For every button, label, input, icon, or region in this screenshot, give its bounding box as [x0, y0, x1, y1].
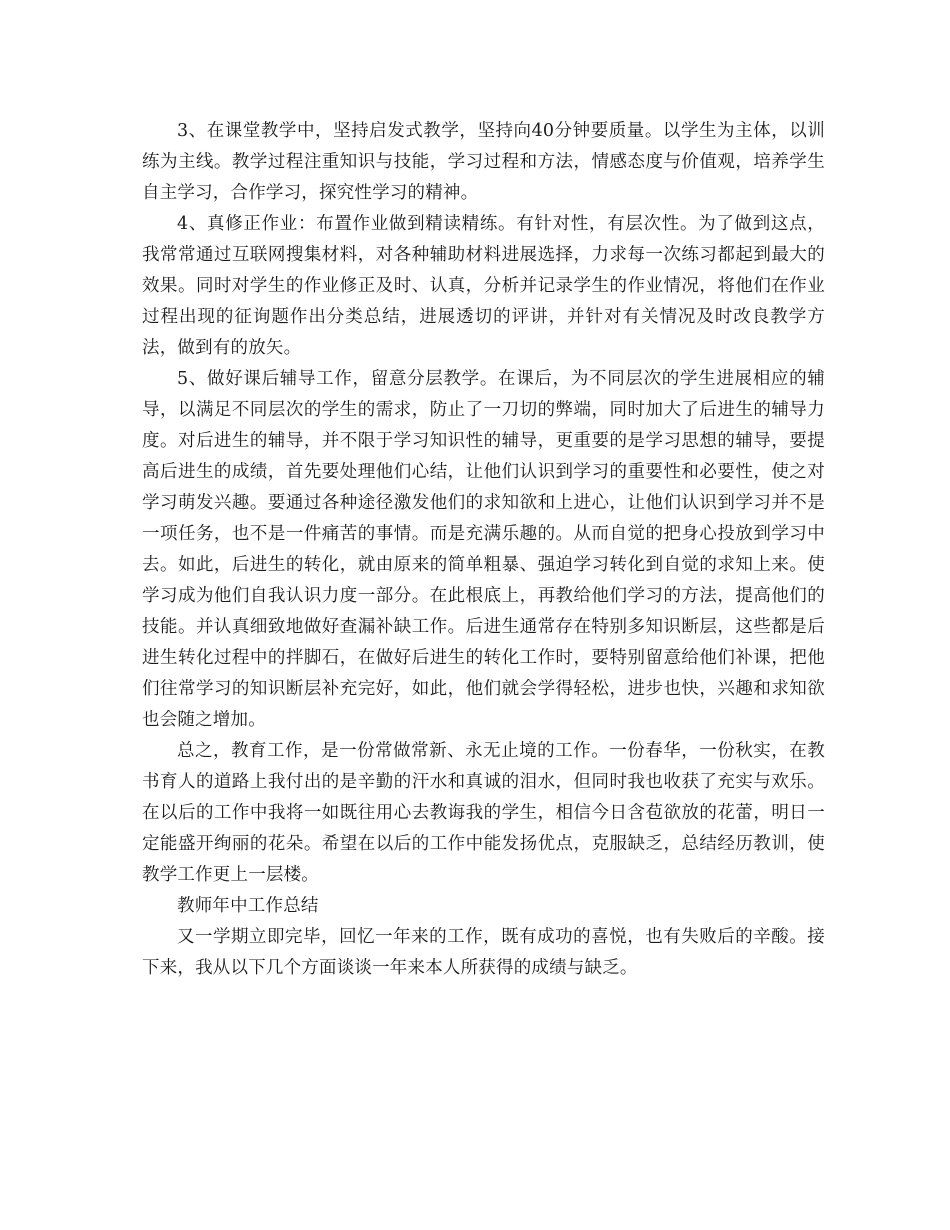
- paragraph-classroom-teaching: 3、在课堂教学中，坚持启发式教学，坚持向40分钟要质量。以学生为主体，以训练为主线。教学过程注重知识与技能，学习过程和方法，情感态度与价值观，培养学生自主学习，合作学习，探究性学习的精神。: [142, 121, 825, 203]
- paragraph-after-class-tutoring: 5、做好课后辅导工作，留意分层教学。在课后，为不同层次的学生进展相应的辅导，以满足不同层次的学生的需求，防止了一刀切的弊端，同时加大了后进生的辅导力度。对后进生的辅导，并不限于学习知识性的辅导，更重要的是学习思想的辅导，要提高后进生的成绩，首先要处理他们心结，让他们认识到学习的重要性和必要性，使之对学习萌发兴趣。要通过各种途径激发他们的求知欲和上进心，让他们认识到学习并不是一项任务，也不是一件痛苦的事情。而是充满乐趣的。从而自觉的把身心投放到学习中去。如此，后进生的转化，就由原来的简单粗暴、强迫学习转化到自觉的求知上来。使学习成为他们自我认识力度一部分。在此根底上，再教给他们学习的方法，提高他们的技能。并认真细致地做好查漏补缺工作。后进生通常存在特别多知识断层，这些都是后进生转化过程中的拌脚石，在做好后进生的转化工作时，要特别留意给他们补课，把他们往常学习的知识断层补充完好，如此，他们就会学得轻松，进步也快，兴趣和求知欲也会随之增加。: [142, 369, 825, 730]
- document-body: [142, 116, 825, 984]
- section-heading: 教师年中工作总结: [177, 896, 319, 916]
- paragraph-conclusion: 总之，教育工作，是一份常做常新、永无止境的工作。一份春华，一份秋实，在教书育人的道路上我付出的是辛勤的汗水和真诚的泪水，但同时我也收获了充实与欢乐。在以后的工作中我将一如既往用心去教诲我的学生，相信今日含苞欲放的花蕾，明日一定能盛开绚丽的花朵。希望在以后的工作中能发扬优点，克服缺乏，总结经历教训，使教学工作更上一层楼。: [142, 741, 825, 885]
- paragraph-homework-correction: 4、真修正作业：布置作业做到精读精练。有针对性，有层次性。为了做到这点，我常常通过互联网搜集材料，对各种辅助材料进展选择，力求每一次练习都起到最大的效果。同时对学生的作业修正及时、认真，分析并记录学生的作业情况，将他们在作业过程出现的征询题作出分类总结，进展透切的评讲，并针对有关情况及时改良教学方法，做到有的放矢。: [142, 214, 825, 358]
- paragraph-intro: 又一学期立即完毕，回忆一年来的工作，既有成功的喜悦，也有失败后的辛酸。接下来，我从以下几个方面谈谈一年来本人所获得的成绩与缺乏。: [142, 927, 825, 978]
